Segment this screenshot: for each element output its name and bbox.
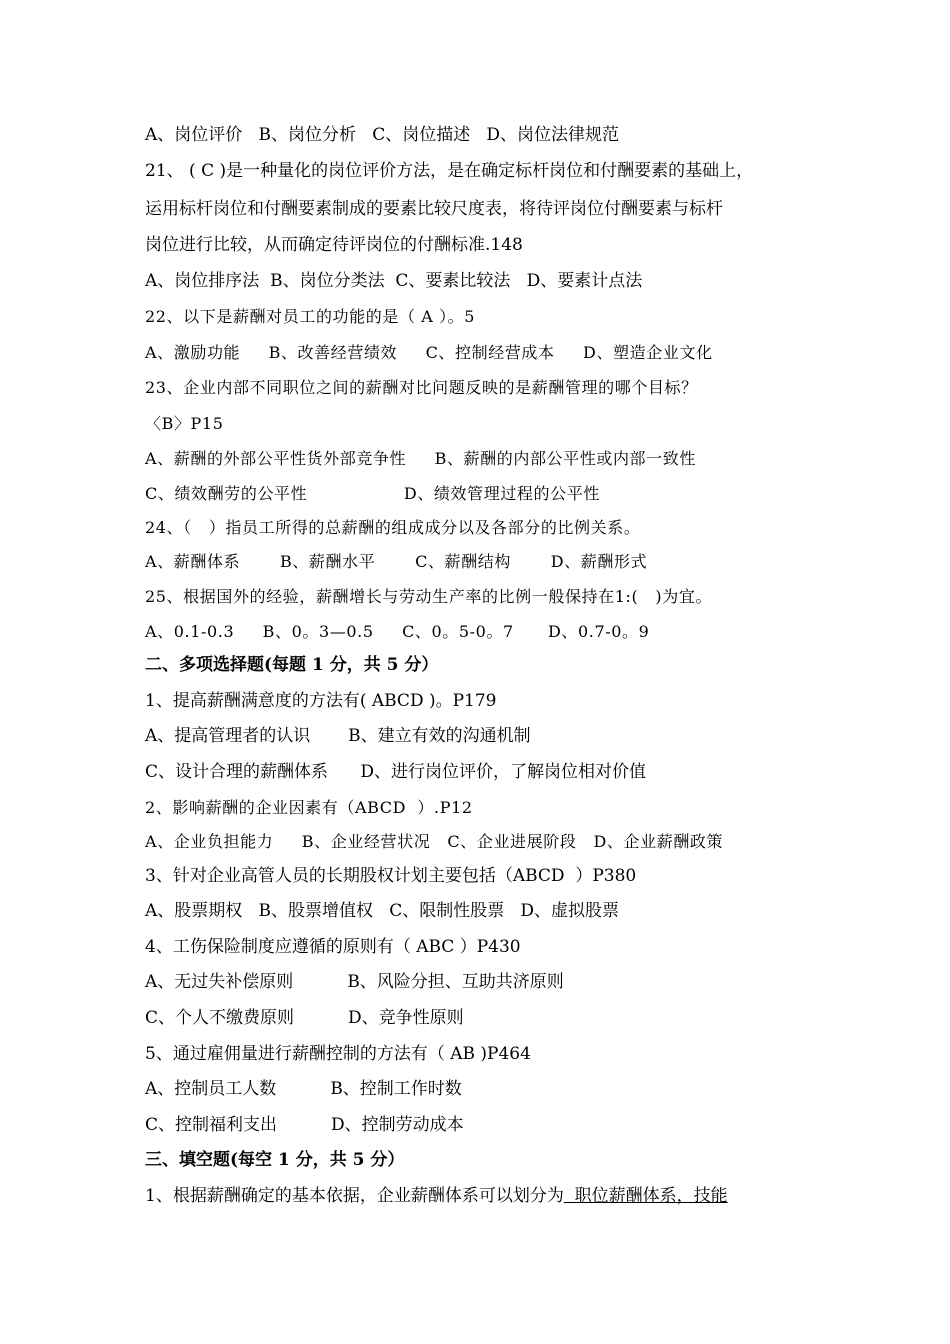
mq4-options-cd: C、个人不缴费原则 D、竞争性原则 xyxy=(145,1008,464,1028)
mq5-options-ab: A、控制员工人数 B、控制工作时数 xyxy=(145,1079,462,1099)
section-heading-multiple-choice: 二、多项选择题(每题 1 分，共 5 分） xyxy=(145,655,439,675)
mq3-options: A、股票期权 B、股票增值权 C、限制性股票 D、虚拟股票 xyxy=(145,901,620,921)
fq1-line1 xyxy=(145,1185,728,1207)
mq1-options-cd: C、设计合理的薪酬体系 D、进行岗位评价，了解岗位相对价值 xyxy=(145,762,647,782)
mq3-text: 3、针对企业高管人员的长期股权计划主要包括（ABCD ）P380 xyxy=(145,866,637,886)
q25-text: 25、根据国外的经验，薪酬增长与劳动生产率的比例一般保持在1:( )为宜。 xyxy=(145,587,713,606)
q22-text: 22、以下是薪酬对员工的功能的是（ A ）。5 xyxy=(145,307,476,326)
mq2-text: 2、影响薪酬的企业因素有（ABCD ）.P12 xyxy=(145,798,473,817)
mq4-options-ab: A、无过失补偿原则 B、风险分担、互助共济原则 xyxy=(145,972,564,992)
fq1-question: 1、根据薪酬确定的基本依据，企业薪酬体系可以划分为 xyxy=(145,1186,564,1206)
mq1-options-ab: A、提高管理者的认识 B、建立有效的沟通机制 xyxy=(145,726,531,746)
q24-options: A、薪酬体系 B、薪酬水平 C、薪酬结构 D、薪酬形式 xyxy=(145,552,648,571)
q25-options: A、0.1-0.3 B、0。3—0.5 C、0。5-0。7 D、0.7-0。9 xyxy=(145,622,650,641)
section-heading-fill-blank: 三、填空题(每空 1 分，共 5 分） xyxy=(145,1150,405,1170)
q23-line1: 23、企业内部不同职位之间的薪酬对比问题反映的是薪酬管理的哪个目标？ xyxy=(145,378,698,397)
q23-line2: 〈B〉P15 xyxy=(145,414,224,433)
q22-options: A、激励功能 B、改善经营绩效 C、控制经营成本 D、塑造企业文化 xyxy=(145,343,713,362)
q21-line2: 运用标杆岗位和付酬要素制成的要素比较尺度表，将待评岗位付酬要素与标杆 xyxy=(145,199,723,219)
q23-options-ab: A、薪酬的外部公平性货外部竞争性 B、薪酬的内部公平性或内部一致性 xyxy=(145,449,696,468)
q23-options-cd: C、绩效酬劳的公平性 D、绩效管理过程的公平性 xyxy=(145,484,600,503)
mq2-options: A、企业负担能力 B、企业经营状况 C、企业进展阶段 D、企业薪酬政策 xyxy=(145,832,724,851)
mq5-text: 5、通过雇佣量进行薪酬控制的方法有（ AB )P464 xyxy=(145,1044,531,1064)
q21-options: A、岗位排序法 B、岗位分类法 C、要素比较法 D、要素计点法 xyxy=(145,271,643,291)
q21-line1: 21、 ( C )是一种量化的岗位评价方法，是在确定标杆岗位和付酬要素的基础上， xyxy=(145,161,754,181)
q21-line3: 岗位进行比较，从而确定待评岗位的付酬标准.148 xyxy=(145,235,523,255)
fq1-answer-underlined: 职位薪酬体系，技能 xyxy=(563,1186,728,1206)
mq5-options-cd: C、控制福利支出 D、控制劳动成本 xyxy=(145,1115,464,1135)
q24-text: 24、（ ）指员工所得的总薪酬的组成成分以及各部分的比例关系。 xyxy=(145,518,641,537)
mq1-text: 1、提高薪酬满意度的方法有( ABCD )。P179 xyxy=(145,691,497,711)
q20-options: A、岗位评价 B、岗位分析 C、岗位描述 D、岗位法律规范 xyxy=(145,125,620,145)
mq4-text: 4、工伤保险制度应遵循的原则有（ ABC ）P430 xyxy=(145,937,521,957)
